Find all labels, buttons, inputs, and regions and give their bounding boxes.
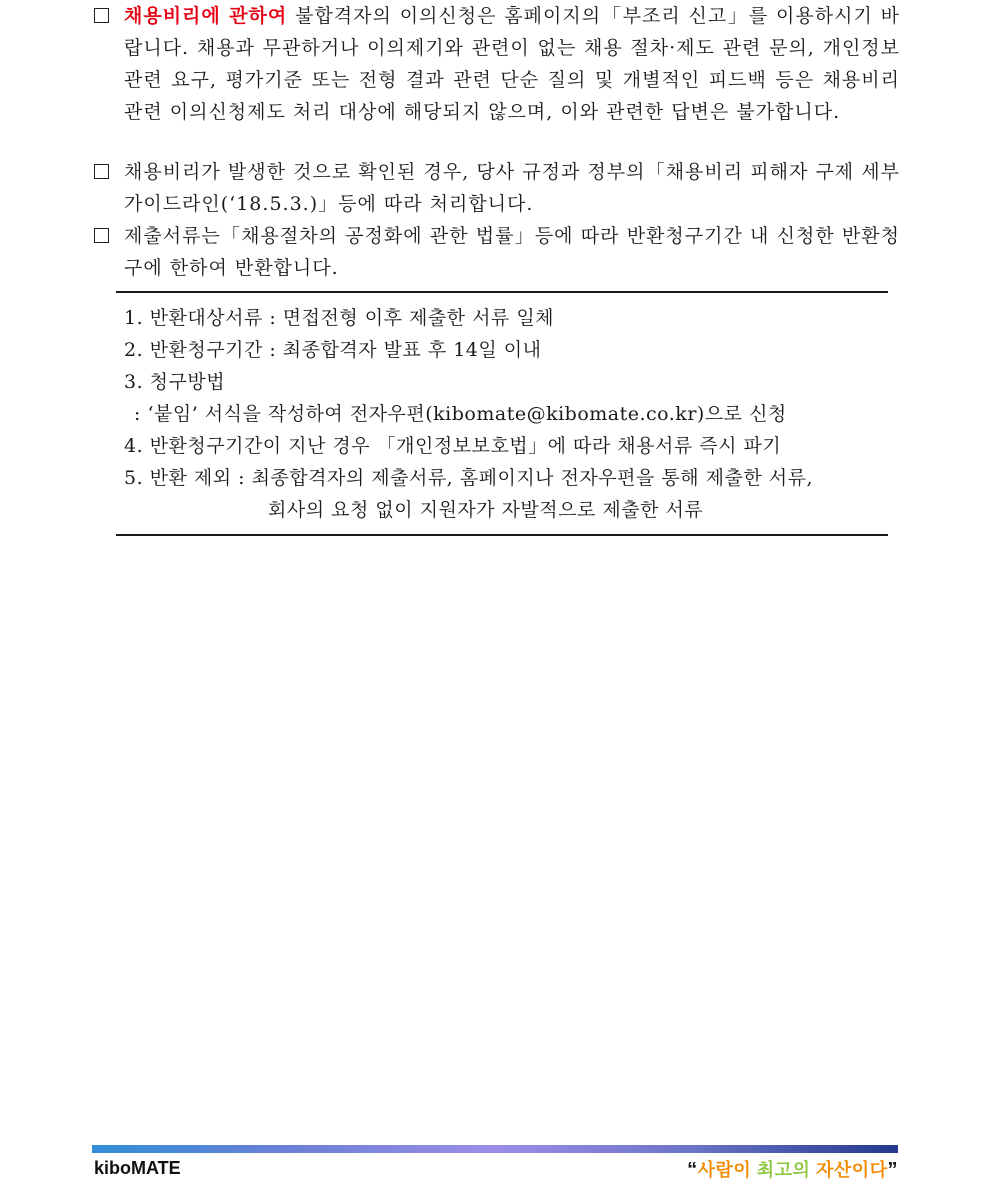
checkbox-bullet-icon bbox=[94, 0, 110, 32]
footer-gradient-bar bbox=[92, 1145, 898, 1153]
top-divider bbox=[116, 291, 888, 293]
brand-logo: kiboMATE bbox=[94, 1158, 181, 1178]
list-item: 5. 반환 제외 : 최종합격자의 제출서류, 홈페이지나 전자우편을 통해 제출한 서류, bbox=[124, 467, 813, 489]
open-quote: “ bbox=[687, 1159, 698, 1181]
paragraph-text: 불합격자의 이의신청은 홈페이지의「부조리 신고」를 이용하시기 바랍니다. 채용과 무관하거나 이의제기와 관련이 없는 채용 절차·제도 관련 문의, 개인정보 관련 요구, 평가기준 또는 전형 결과 관련 단순 질의 및 개별적인 피드백 등은 채용비리 관련 이의신청제도 처리 대상에 해당되지 않으며, 이와 관련한 답변은 불가합니다. bbox=[124, 5, 901, 123]
slogan-part: 최고의 bbox=[756, 1160, 811, 1180]
paragraph-text: 제출서류는「채용절차의 공정화에 관한 법률」등에 따라 반환청구기간 내 신청한 반환청구에 한하여 반환합니다. bbox=[124, 225, 900, 279]
list-item: 2. 반환청구기간 : 최종합격자 발표 후 14일 이내 bbox=[124, 339, 542, 361]
notice-paragraph-3 bbox=[94, 220, 900, 284]
paragraph-text: 채용비리가 발생한 것으로 확인된 경우, 당사 규정과 정부의「채용비리 피해자 구제 세부 가이드라인(‘18.5.3.)」등에 따라 처리합니다. bbox=[124, 161, 900, 215]
notice-paragraph-2 bbox=[94, 156, 900, 220]
slogan bbox=[687, 1156, 898, 1182]
list-item: 1. 반환대상서류 : 면접전형 이후 제출한 서류 일체 bbox=[124, 307, 555, 329]
slogan-part: 자산이다 bbox=[815, 1160, 888, 1180]
highlight-text: 채용비리에 관하여 bbox=[124, 5, 288, 27]
close-quote: ” bbox=[887, 1159, 898, 1181]
checkbox-bullet-icon bbox=[94, 156, 110, 188]
bottom-divider bbox=[116, 534, 888, 536]
list-item: : ‘붙임’ 서식을 작성하여 전자우편(kibomate@kibomate.co.kr)으로 신청 bbox=[134, 403, 787, 425]
slogan-part: 사람이 bbox=[697, 1160, 752, 1180]
list-item: 4. 반환청구기간이 지난 경우 「개인정보보호법」에 따라 채용서류 즉시 파기 bbox=[124, 435, 782, 457]
notice-paragraph-1 bbox=[94, 0, 900, 128]
list-item: 회사의 요청 없이 지원자가 자발적으로 제출한 서류 bbox=[268, 499, 704, 521]
list-item: 3. 청구방법 bbox=[124, 371, 226, 393]
checkbox-bullet-icon bbox=[94, 220, 110, 252]
